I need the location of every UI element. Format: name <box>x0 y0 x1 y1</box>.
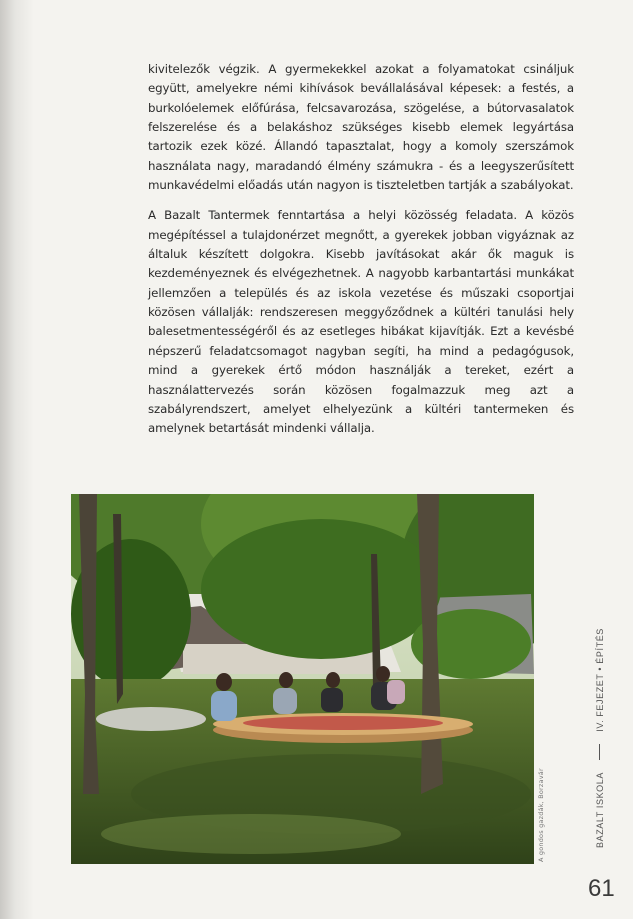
page-number: 61 <box>588 875 615 902</box>
running-sidebar <box>594 628 605 848</box>
photo-illustration <box>71 494 534 864</box>
paragraph-1: kivitelezők végzik. A gyermekekkel azokat a folyamatokat csináljuk együtt, amelyekre némi kihívások bevállalásával képesek: a festés, a burkolóelemek előfúrása, felcsavarozása, szögelése, a bútorvasalatok felszerelése és a belakáshoz szükséges kisebb elemek legyártása tartozik ezek közé. Állandó tapasztalat, hogy a komoly szerszámok használata nagy, maradandó élmény számukra - és a leegyszerűsített munkavédelmi előadás után nagyon is tiszteletben tartják a szabályokat. <box>148 62 574 193</box>
book-title: BAZALT ISKOLA <box>594 772 605 848</box>
body-text <box>148 60 574 439</box>
paragraph-2: A Bazalt Tantermek fenntartása a helyi közösség feladata. A közös megépítéssel a tulajdonérzet megnőtt, a gyerekek jobban vigyáznak az általuk készített dolgokra. Kisebb javításokat akár ők maguk is kezdeményeznek és elvégezhetnek. A nagyobb karbantartási munkákat jellemzően a település és az iskola vezetése és műszaki csoportjai közösen vállalják: rendszeresen meggyőződnek a kültéri tanulási hely balesetmentességéről és az esetleges hibákat kijavítják. Ezt a kevésbé népszerű feladatcsomagot nagyban segíti, ha mind a pedagógusok, mind a gyerekek értő módon használják a tereket, ezért a használattervezés során közösen fogalmazzuk meg azt a szabályrendszert, amelyet elhelyezünk a kültéri tantermeken és amelynek betartását mindenki vállalja. <box>148 208 574 436</box>
photo-children-building-bench <box>71 494 534 864</box>
sidebar-separator <box>599 744 600 760</box>
chapter-title: IV. FEJEZET • ÉPÍTÉS <box>594 628 605 732</box>
photo-caption: A gondos gazdák, Borzavár <box>537 768 545 862</box>
page-gutter-shadow <box>0 0 34 919</box>
